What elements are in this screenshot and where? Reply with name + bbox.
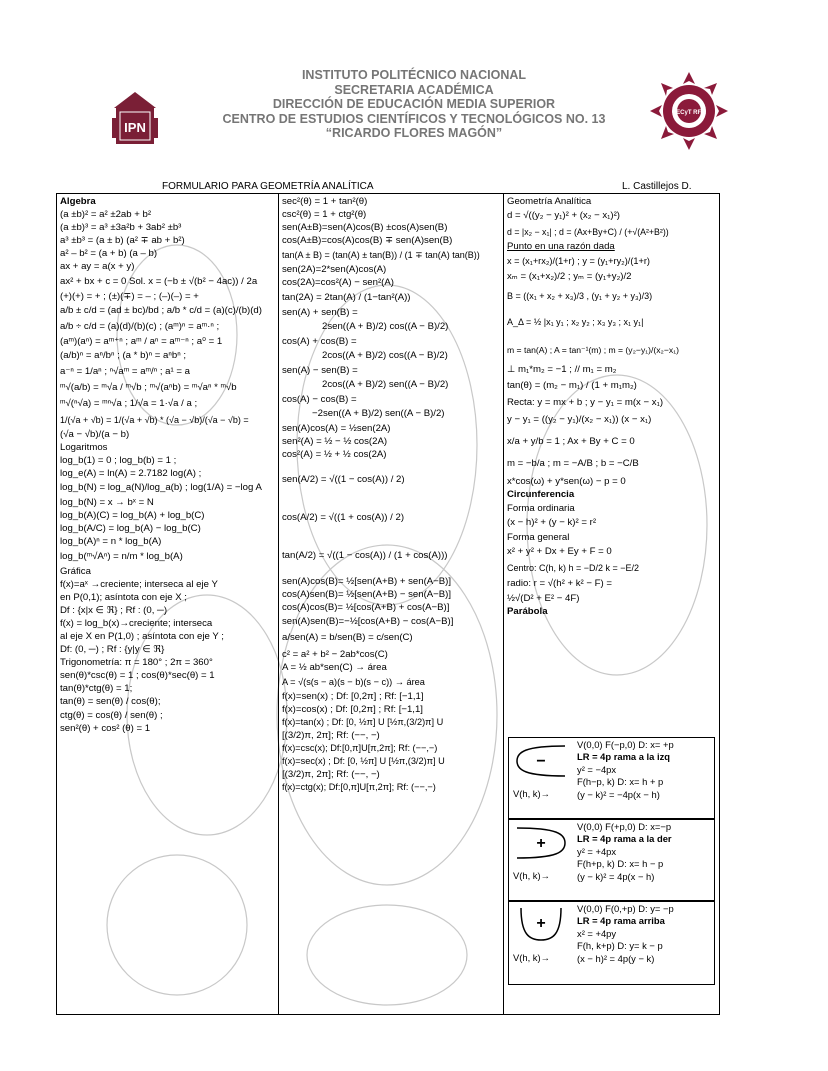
formula-line: a/sen(A) = b/sen(B) = c/sen(C) bbox=[282, 631, 413, 643]
formula-line: tan(A/2) = √((1 − cos(A)) / (1 + cos(A))) bbox=[282, 550, 448, 562]
section-forma-ordinaria: Forma ordinaria bbox=[507, 502, 575, 514]
formula-line: 2cos((A + B)/2) sen((A − B)/2) bbox=[322, 378, 449, 390]
column-trigonometria bbox=[279, 193, 504, 1015]
formula-line: sen(A±B)=sen(A)cos(B) ±cos(A)sen(B) bbox=[282, 222, 448, 234]
parabola-left-box bbox=[508, 737, 715, 819]
column-algebra bbox=[57, 193, 279, 1015]
formula-line: A = ½ ab*sen(C) → área bbox=[282, 661, 387, 673]
formula-line: ᵐ√(ⁿ√a) = ᵐⁿ√a ; 1/√a = 1·√a / a ; bbox=[60, 397, 198, 409]
header-line-4: CENTRO DE ESTUDIOS CIENTÍFICOS Y TECNOLÓGICOS NO. 13 bbox=[222, 111, 606, 126]
formula-line: log_b(1) = 0 ; log_b(b) = 1 ; bbox=[60, 454, 177, 466]
parabola-vertex-label: V(h, k)→ bbox=[513, 788, 550, 799]
formula-line: log_b(A/C) = log_b(A) − log_b(C) bbox=[60, 523, 201, 535]
formula-line: A_Δ = ½ |x₁ y₁ ; x₂ y₂ ; x₃ y₃ ; x₁ y₁| bbox=[507, 317, 644, 328]
formula-line: (x − h)² + (y − k)² = r² bbox=[507, 516, 597, 528]
section-circunferencia: Circunferencia bbox=[507, 489, 575, 501]
formula-line: a³ ±b³ = (a ± b) (a² ∓ ab + b²) bbox=[60, 235, 185, 247]
formula-line: ⊥ m₁*m₂ = −1 ; // m₁ = m₂ bbox=[507, 364, 617, 376]
formula-line: d = |x₂ − x₁| ; d = (Ax+By+C) / (+√(A²+B²)) bbox=[507, 227, 669, 238]
formula-line: log_b(A)ⁿ = n * log_b(A) bbox=[60, 536, 162, 548]
parabola-line: V(0,0) F(0,+p) D: y= −p bbox=[577, 903, 674, 914]
parabola-line: LR = 4p rama arriba bbox=[577, 915, 665, 927]
formula-line: Df: (0, ─) ; Rf : {y|y ∈ ℜ} bbox=[60, 644, 165, 656]
formula-line: sec²(θ) = 1 + tan²(θ) bbox=[282, 196, 368, 207]
form-title: FORMULARIO PARA GEOMETRÍA ANALÍTICA bbox=[162, 181, 374, 192]
formula-line: ᵐ√(a/b) = ᵐ√a / ᵐ√b ; ᵐ√(aⁿb) = ᵐ√aⁿ * ᵐ√b bbox=[60, 381, 237, 393]
formula-line: f(x) = log_b(x)→creciente; interseca bbox=[60, 617, 213, 629]
section-geometria: Geometría Analítica bbox=[507, 196, 592, 207]
formula-line: sen(A)cos(A) = ½sen(2A) bbox=[282, 422, 391, 434]
formula-line: x*cos(ω) + y*sen(ω) − p = 0 bbox=[507, 476, 626, 488]
formula-line: log_e(A) = ln(A) = 2.7182 log(A) ; bbox=[60, 468, 202, 480]
section-parabola: Parábola bbox=[507, 605, 548, 617]
parabola-line: (y − k)² = 4p(x − h) bbox=[577, 870, 655, 882]
formula-line: Trigonometría: π = 180° ; 2π = 360° bbox=[60, 657, 213, 669]
formula-line: sen(A)cos(B)= ½[sen(A+B) + sen(A−B)] bbox=[282, 576, 452, 588]
parabola-line: F(h, k+p) D: y= k − p bbox=[577, 940, 663, 952]
parabola-line: F(h−p, k) D: x= h + p bbox=[577, 776, 664, 788]
formula-line: 2sen((A + B)/2) cos((A − B)/2) bbox=[322, 320, 449, 332]
cecyt-logo bbox=[648, 70, 730, 157]
parabola-right-box bbox=[508, 819, 715, 901]
parabola-line: y² = +4px bbox=[577, 845, 617, 857]
formula-line: al eje X en P(1,0) ; asíntota con eje Y ; bbox=[60, 630, 224, 642]
formula-line: tan(θ) = sen(θ) / cos(θ); bbox=[60, 696, 161, 708]
parabola-up-box bbox=[508, 901, 715, 985]
formula-line: A = √(s(s − a)(s − b)(s − c)) → área bbox=[282, 676, 425, 687]
parabola-line: F(h+p, k) D: x= h − p bbox=[577, 858, 664, 870]
parabola-line: V(0,0) F(+p,0) D: x=−p bbox=[577, 821, 672, 832]
formula-line: f(x)=cos(x) ; Df: [0,2π] ; Rf: [−1,1] bbox=[282, 703, 423, 715]
formula-line: 2cos((A + B)/2) cos((A − B)/2) bbox=[322, 349, 448, 361]
formula-line: Df : {x|x ∈ ℜ} ; Rf : (0, ─) bbox=[60, 604, 168, 616]
formula-line: m = −b/a ; m = −A/B ; b = −C/B bbox=[507, 458, 639, 470]
formula-line: d = √((y₂ − y₁)² + (x₂ − x₁)²) bbox=[507, 210, 621, 222]
formula-line: a/b ± c/d = (ad ± bc)/bd ; a/b * c/d = (a)(c)/(b)(d) bbox=[60, 304, 262, 316]
formula-line: y − y₁ = ((y₂ − y₁)/(x₂ − x₁)) (x − x₁) bbox=[507, 414, 652, 426]
parabola-left-icon bbox=[515, 744, 567, 778]
section-forma-general: Forma general bbox=[507, 531, 570, 543]
svg-text:IPN: IPN bbox=[124, 120, 146, 135]
author-name: L. Castillejos D. bbox=[622, 181, 692, 192]
formula-line: (a/b)ⁿ = aⁿ/bⁿ ; (a * b)ⁿ = aⁿbⁿ ; bbox=[60, 349, 187, 361]
section-algebra: Algebra bbox=[60, 196, 96, 207]
formula-line: cos(A)cos(B)= ½[cos(A+B) + cos(A−B)] bbox=[282, 602, 450, 614]
header-line-1: INSTITUTO POLITÉCNICO NACIONAL bbox=[301, 68, 527, 82]
parabola-line: (x − h)² = 4p(y − k) bbox=[577, 952, 655, 964]
formula-line: f(x)=ctg(x); Df:[0,π]U[π,2π]; Rf: (−−,−) bbox=[282, 782, 436, 793]
formula-line: (aᵐ)(aⁿ) = aᵐ⁺ⁿ ; aᵐ / aⁿ = aᵐ⁻ⁿ ; a⁰ = 1 bbox=[60, 335, 223, 347]
formula-line: tan(θ)*ctg(θ) = 1; bbox=[60, 683, 133, 695]
parabola-right-icon bbox=[515, 826, 567, 860]
parabola-line: LR = 4p rama a la izq bbox=[577, 751, 671, 763]
formula-line: csc²(θ) = 1 + ctg²(θ) bbox=[282, 209, 367, 221]
formula-line: a/b ÷ c/d = (a)(d)/(b)(c) ; (aᵐ)ⁿ = aᵐ·ⁿ ; bbox=[60, 320, 220, 332]
formula-line: Centro: C(h, k) h = −D/2 k = −E/2 bbox=[507, 562, 640, 573]
formula-line: sen²(A) = ½ − ½ cos(2A) bbox=[282, 436, 388, 448]
formula-line: f(x)=tan(x) ; Df: [0, ½π] U [½π,(3/2)π] U bbox=[282, 716, 444, 727]
formula-line: B = ((x₁ + x₂ + x₃)/3 , (y₁ + y₂ + y₃)/3) bbox=[507, 291, 653, 302]
formula-line: [(3/2)π, 2π]; Rf: (−−, −) bbox=[282, 730, 380, 742]
formula-line: sen(A/2) = √((1 − cos(A)) / 2) bbox=[282, 474, 405, 486]
formula-line: 1/(√a + √b) = 1/(√a + √b) * (√a − √b)/(√a − √b) = bbox=[60, 414, 249, 425]
parabola-line: (y − k)² = −4p(x − h) bbox=[577, 788, 660, 800]
formula-line: (√a − √b)/(a − b) bbox=[60, 428, 130, 440]
formula-line: x = (x₁+rx₂)/(1+r) ; y = (y₁+ry₂)/(1+r) bbox=[507, 256, 650, 267]
formula-line: (a ±b)² = a² ±2ab + b² bbox=[60, 209, 152, 221]
formula-line: −2sen((A + B)/2) sen((A − B)/2) bbox=[312, 407, 445, 419]
svg-text:CECyT RFM: CECyT RFM bbox=[671, 110, 707, 116]
formula-line: x² + y² + Dx + Ey + F = 0 bbox=[507, 545, 612, 557]
ipn-logo bbox=[110, 88, 160, 153]
formula-line: f(x)=aˣ →creciente; interseca al eje Y bbox=[60, 578, 218, 590]
formula-line: tan(θ) = (m₂ − m₁) / (1 + m₁m₂) bbox=[507, 380, 637, 392]
header-line-5: “RICARDO FLORES MAGÓN” bbox=[325, 126, 503, 140]
formula-line: log_b(ᵐ√Aⁿ) = n/m * log_b(A) bbox=[60, 550, 183, 562]
formula-line: x/a + y/b = 1 ; Ax + By + C = 0 bbox=[507, 436, 635, 448]
formula-line: log_b(N) = x → bˣ = N bbox=[60, 497, 154, 509]
formula-line: a⁻ⁿ = 1/aⁿ ; ⁿ√aᵐ = aᵐ/ⁿ ; a¹ = a bbox=[60, 365, 190, 377]
formula-line: log_b(A)(C) = log_b(A) + log_b(C) bbox=[60, 510, 205, 522]
formula-line: m = tan(A) ; A = tan⁻¹(m) ; m = (y₂−y₁)/(x₂−x₁) bbox=[507, 345, 679, 356]
parabola-line: x² = +4py bbox=[577, 927, 617, 939]
formula-line: ax + ay = a(x + y) bbox=[60, 261, 135, 273]
formula-line: sen(A) + sen(B) = bbox=[282, 306, 358, 318]
formula-line: cos(A/2) = √((1 + cos(A)) / 2) bbox=[282, 512, 405, 524]
formula-line: (+)(+) = + ; (±)(∓) = – ; (–)(–) = + bbox=[60, 290, 199, 302]
formula-line: f(x)=sec(x) ; Df: [0, ½π] U [½π,(3/2)π] U bbox=[282, 756, 445, 767]
formula-line: [(3/2)π, 2π]; Rf: (−−, −) bbox=[282, 769, 380, 781]
formula-line: en P(0,1); asíntota con eje X ; bbox=[60, 591, 187, 603]
formula-line: ctg(θ) = cos(θ) / sen(θ) ; bbox=[60, 709, 163, 721]
section-recta: Recta: y = mx + b ; y − y₁ = m(x − x₁) bbox=[507, 397, 664, 409]
formula-line: sen(2A)=2*sen(A)cos(A) bbox=[282, 264, 387, 276]
svg-text:+: + bbox=[536, 835, 546, 852]
formula-line: xₘ = (x₁+x₂)/2 ; yₘ = (y₁+y₂)/2 bbox=[507, 271, 632, 283]
section-logaritmos: Logaritmos bbox=[60, 441, 108, 453]
svg-text:−: − bbox=[536, 753, 546, 770]
formula-line: c² = a² + b² − 2ab*cos(C) bbox=[282, 648, 388, 660]
formula-line: tan(2A) = 2tan(A) / (1−tan²(A)) bbox=[282, 291, 411, 303]
header-line-2: SECRETARIA ACADÉMICA bbox=[334, 82, 494, 97]
formula-line: radio: r = √(h² + k² − F) = bbox=[507, 577, 612, 589]
section-punto-razon: Punto en una razón dada bbox=[507, 241, 615, 253]
formula-line: log_b(N) = log_a(N)/log_a(b) ; log(1/A) = −log A bbox=[60, 482, 262, 494]
formula-line: ½√(D² + E² − 4F) bbox=[507, 592, 580, 604]
svg-text:+: + bbox=[536, 915, 546, 932]
formula-line: cos(2A)=cos²(A) − sen²(A) bbox=[282, 277, 394, 289]
formula-line: (a ±b)³ = a³ ±3a²b + 3ab² ±b³ bbox=[60, 222, 182, 234]
parabola-vertex-label: V(h, k)→ bbox=[513, 952, 550, 963]
formula-line: a² – b² = (a + b) (a – b) bbox=[60, 248, 158, 260]
formula-line: f(x)=sen(x) ; Df: [0,2π] ; Rf: [−1,1] bbox=[282, 690, 424, 702]
formula-line: f(x)=csc(x); Df:[0,π]U[π,2π]; Rf: (−−,−) bbox=[282, 743, 438, 754]
formula-line: cos(A) − cos(B) = bbox=[282, 393, 357, 405]
parabola-line: LR = 4p rama a la der bbox=[577, 833, 672, 845]
formula-line: sen(A)sen(B)=−½[cos(A+B) − cos(A−B)] bbox=[282, 615, 454, 627]
parabola-line: V(0,0) F(−p,0) D: x= +p bbox=[577, 739, 674, 750]
formula-line: cos(A)sen(B)= ½[sen(A+B) − sen(A−B)] bbox=[282, 589, 452, 601]
header-line-3: DIRECCIÓN DE EDUCACIÓN MEDIA SUPERIOR bbox=[272, 97, 556, 111]
formula-line: sen²(θ) + cos² (θ) = 1 bbox=[60, 722, 151, 734]
formula-line: cos(A) + cos(B) = bbox=[282, 335, 357, 347]
parabola-up-icon bbox=[515, 908, 567, 942]
formula-line: tan(A ± B) = (tan(A) ± tan(B)) / (1 ∓ tan(A) tan(B)) bbox=[282, 250, 480, 261]
formula-line: ax² + bx + c = 0 Sol. x = (−b ± √(b² − 4ac)) / 2a bbox=[60, 275, 258, 287]
formula-line: sen(A) − sen(B) = bbox=[282, 364, 358, 376]
formula-line: sen(θ)*csc(θ) = 1 ; cos(θ)*sec(θ) = 1 bbox=[60, 670, 215, 682]
formula-line: cos²(A) = ½ + ½ cos(2A) bbox=[282, 449, 387, 461]
formula-line: cos(A±B)=cos(A)cos(B) ∓ sen(A)sen(B) bbox=[282, 235, 453, 247]
parabola-vertex-label: V(h, k)→ bbox=[513, 870, 550, 881]
parabola-line: y² = −4px bbox=[577, 763, 617, 775]
section-grafica: Gráfica bbox=[60, 565, 91, 577]
